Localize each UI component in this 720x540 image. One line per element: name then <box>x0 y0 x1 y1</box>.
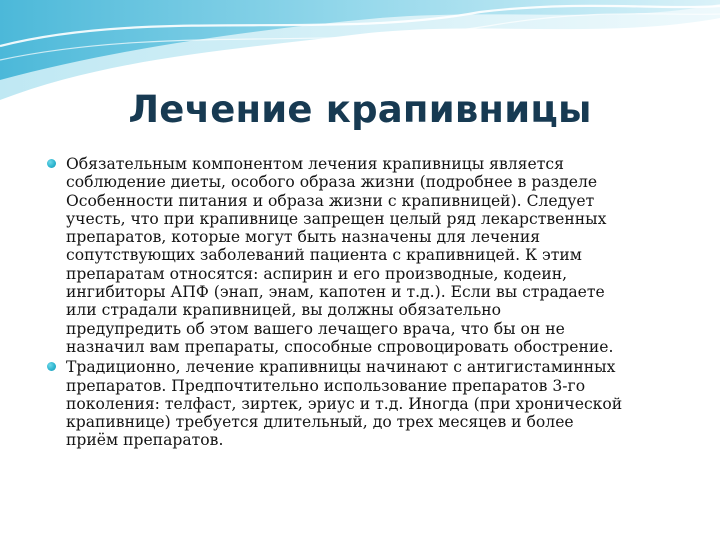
text-line: препаратов, которые могут быть назначены для лечения <box>66 228 541 247</box>
text-line: назначил вам препараты, способные спровоцировать обострение. <box>66 337 614 356</box>
text-line: препаратов. Предпочтительно использование препаратов 3-го <box>66 376 586 395</box>
text-line: сопутствующих заболеваний пациента с крапивницей. К этим <box>66 246 582 265</box>
text-line: приём препаратов. <box>66 431 224 450</box>
bullet-dot-icon <box>47 159 56 168</box>
text-line: или страдали крапивницей, вы должны обязательно <box>66 301 501 320</box>
bullet-list <box>44 155 684 450</box>
bullet-item <box>44 155 684 356</box>
text-line: Особенности питания и образа жизни с крапивницей). Следует <box>66 191 595 210</box>
text-line: соблюдение диеты, особого образа жизни (подробнее в разделе <box>66 173 598 192</box>
bullet-item <box>44 358 684 449</box>
text-line: ингибиторы АПФ (энап, энам, капотен и т.д.). Если вы страдаете <box>66 283 605 302</box>
text-line: Обязательным компонентом лечения крапивницы является <box>66 155 564 173</box>
text-line: Традиционно, лечение крапивницы начинают с антигистаминных <box>66 358 616 377</box>
text-line: поколения: телфаст, зиртек, эриус и т.д. Иногда (при хронической <box>66 394 623 413</box>
text-line: предупредить об этом вашего лечащего врача, что бы он не <box>66 319 565 338</box>
slide-title: Лечение крапивницы <box>128 88 592 131</box>
bullet-dot-icon <box>47 362 56 371</box>
text-line: учесть, что при крапивнице запрещен целый ряд лекарственных <box>66 209 607 228</box>
text-line: препаратам относятся: аспирин и его производные, кодеин, <box>66 264 568 283</box>
text-line: крапивнице) требуется длительный, до трех месяцев и более <box>66 413 574 432</box>
